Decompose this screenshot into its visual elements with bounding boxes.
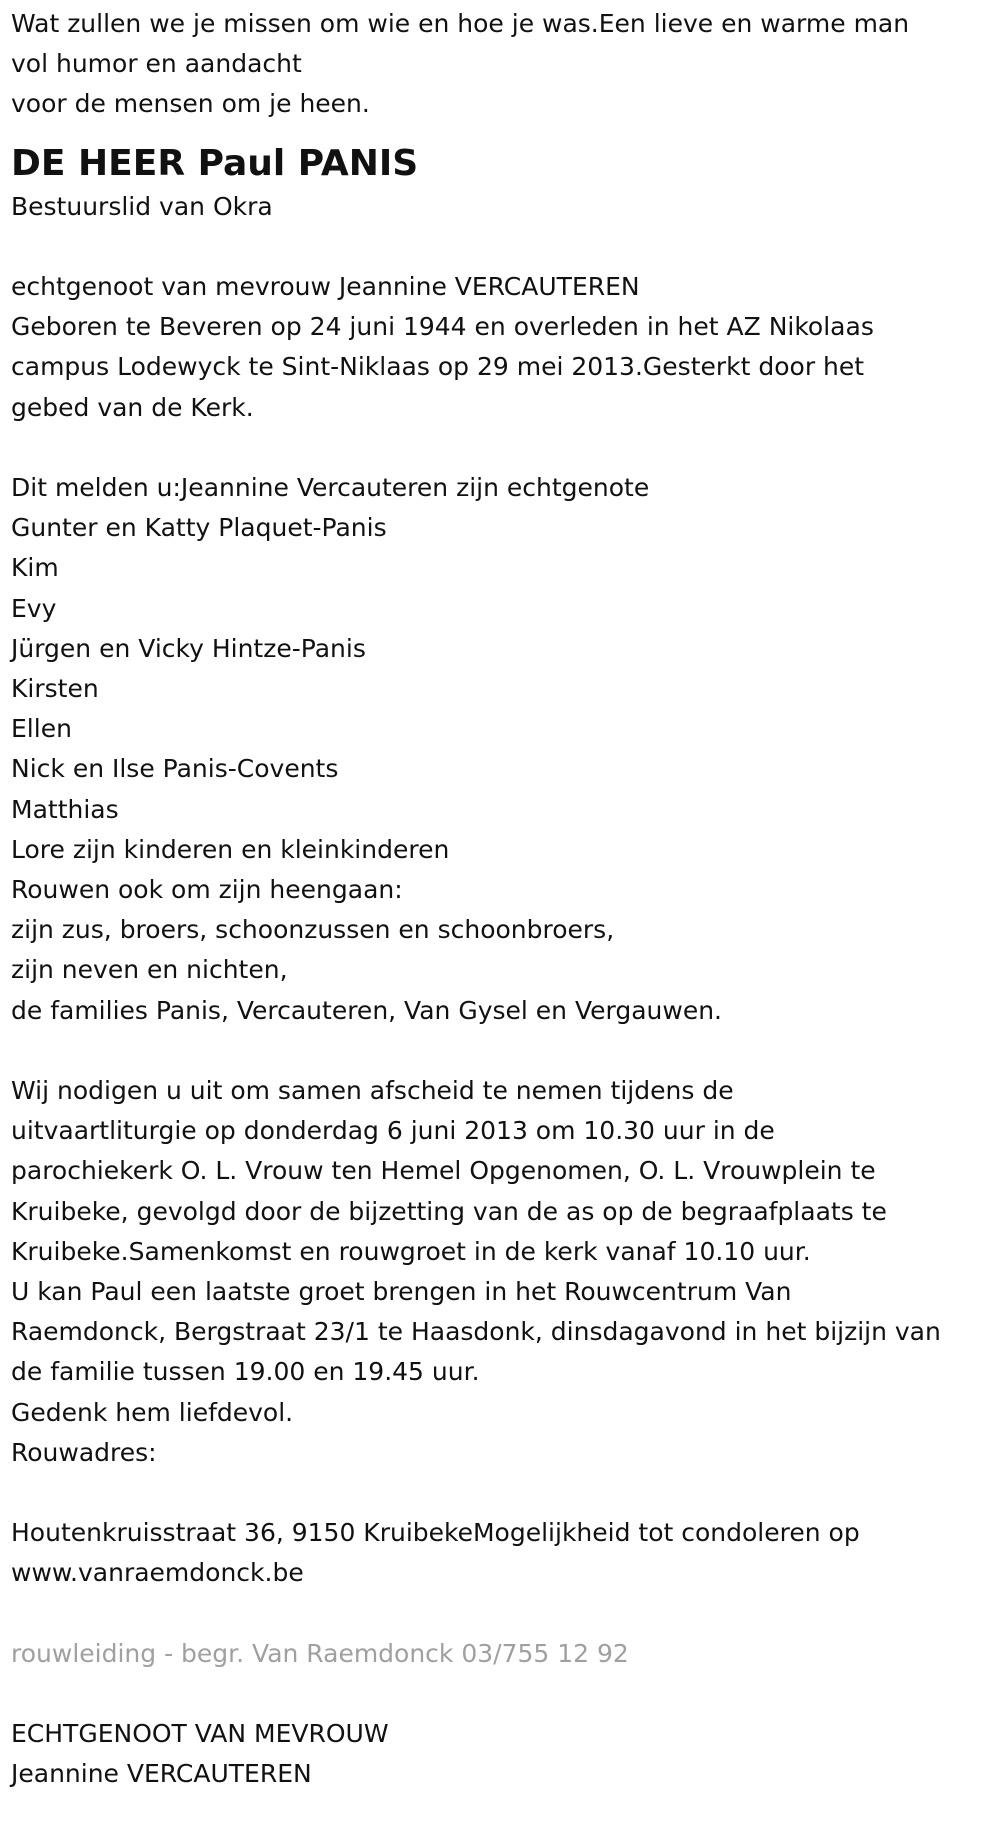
birth-death-text [11, 307, 992, 428]
ceremony-line: parochiekerk O. L. Vrouw ten Hemel Opgenomen, O. L. Vrouwplein te [11, 1156, 876, 1186]
ceremony-line: Raemdonck, Bergstraat 23/1 te Haasdonk, dinsdagavond in het bijzijn van [11, 1317, 941, 1347]
footer-text [11, 1714, 992, 1794]
birth-death-line: gebed van de Kerk. [11, 392, 254, 422]
family-line: Evy [11, 593, 57, 623]
family-line: Jürgen en Vicky Hintze-Panis [11, 633, 366, 663]
family-line: Kim [11, 553, 59, 583]
address-line: Houtenkruisstraat 36, 9150 KruibekeMogelijkheid tot condoleren op [11, 1518, 860, 1548]
birth-death-line: campus Lodewyck te Sint-Niklaas op 29 mei 2013.Gesterkt door het [11, 352, 865, 382]
partner-line: echtgenoot van mevrouw Jeannine VERCAUTEREN [11, 272, 640, 301]
ceremony-line: Kruibeke, gevolgd door de bijzetting van de as op de begraafplaats te [11, 1196, 887, 1226]
deceased-name: DE HEER Paul PANIS [11, 142, 419, 184]
ceremony-text [11, 1071, 992, 1473]
family-line: Matthias [11, 794, 119, 824]
family-line: Kirsten [11, 674, 99, 704]
family-line: Nick en Ilse Panis-Covents [11, 754, 339, 784]
family-line: zijn neven en nichten, [11, 955, 288, 985]
intro-text [11, 4, 992, 125]
deceased-role: Bestuurslid van Okra [11, 191, 273, 221]
ceremony-line: uitvaartliturgie op donderdag 6 juni 2013 om 10.30 uur in de [11, 1116, 775, 1146]
ceremony-line: de familie tussen 19.00 en 19.45 uur. [11, 1357, 480, 1387]
spacer [11, 227, 992, 267]
ceremony-line: Rouwadres: [11, 1437, 157, 1467]
family-line: zijn zus, broers, schoonzussen en schoonbroers, [11, 915, 615, 945]
spacer [11, 1031, 992, 1071]
address-line: www.vanraemdonck.be [11, 1558, 304, 1588]
family-line: Lore zijn kinderen en kleinkinderen [11, 834, 450, 864]
family-line: Ellen [11, 714, 72, 744]
family-line: Gunter en Katty Plaquet-Panis [11, 513, 387, 543]
funeral-director-line: rouwleiding - begr. Van Raemdonck 03/755 12 92 [11, 1638, 629, 1668]
intro-line: vol humor en aandacht [11, 49, 302, 79]
family-list [11, 468, 992, 1031]
footer-line: ECHTGENOOT VAN MEVROUW [11, 1719, 389, 1749]
family-line: Dit melden u:Jeannine Vercauteren zijn echtgenote [11, 473, 650, 502]
spacer [11, 1674, 992, 1714]
ceremony-line: Gedenk hem liefdevol. [11, 1397, 294, 1427]
footer-line: Jeannine VERCAUTEREN [11, 1759, 312, 1789]
family-line: Rouwen ook om zijn heengaan: [11, 875, 403, 905]
ceremony-line: Kruibeke.Samenkomst en rouwgroet in de kerk vanaf 10.10 uur. [11, 1236, 811, 1266]
ceremony-line: U kan Paul een laatste groet brengen in het Rouwcentrum Van [11, 1277, 792, 1307]
address-text [11, 1513, 992, 1593]
family-line: de families Panis, Vercauteren, Van Gysel en Vergauwen. [11, 995, 722, 1025]
intro-line: voor de mensen om je heen. [11, 89, 370, 119]
ceremony-line: Wij nodigen u uit om samen afscheid te nemen tijdens de [11, 1076, 734, 1106]
intro-line: Wat zullen we je missen om wie en hoe je was.Een lieve en warme man [11, 9, 910, 38]
spacer [11, 1473, 992, 1513]
birth-death-line: Geboren te Beveren op 24 juni 1944 en overleden in het AZ Nikolaas [11, 312, 874, 342]
spacer [11, 428, 992, 468]
spacer [11, 1594, 992, 1634]
